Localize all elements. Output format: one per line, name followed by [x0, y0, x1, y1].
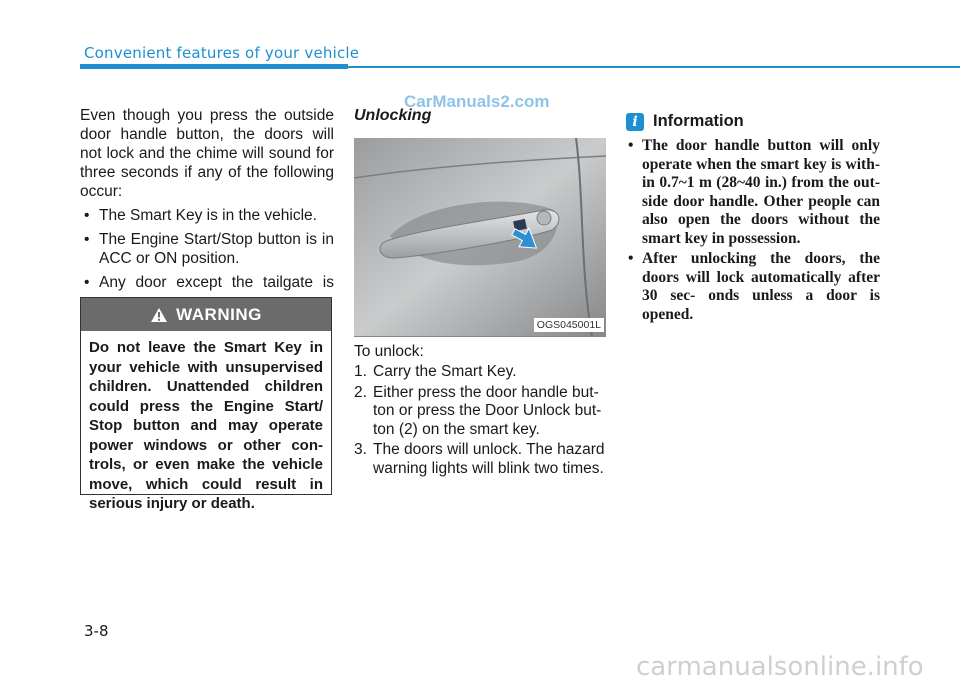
list-item: • After unlocking the doors, the doors will lock automatically after 30 sec- onds unless a door is opened.	[626, 250, 880, 324]
step-text: Carry the Smart Key.	[373, 363, 517, 380]
section-header-title: Convenient features of your vehicle	[84, 44, 360, 62]
list-item	[354, 384, 606, 440]
list-item: • The Engine Start/Stop button is in ACC or ON position.	[80, 230, 334, 268]
door-handle-illustration	[354, 138, 606, 336]
step-text: Either press the door handle but- ton or press the Door Unlock but- ton (2) on the smart key.	[373, 383, 602, 438]
unlock-lead: To unlock:	[354, 343, 424, 360]
page-number: 3-8	[84, 622, 109, 640]
unlocking-title: Unlocking	[354, 107, 432, 124]
unlock-instructions	[354, 342, 606, 478]
warning-label: WARNING	[176, 304, 262, 324]
unlock-steps	[354, 363, 606, 478]
intro-paragraph: Even though you press the outside door handle button, the doors will not lock and the chime will sound for three seconds if any of the following occur:	[80, 107, 334, 200]
information-header	[626, 112, 880, 131]
column-middle	[354, 106, 606, 126]
list-item: • The door handle button will only operate when the smart key is with- in 0.7~1 m (28~40 in.) from the out- side door handle. Other people can also open the doors without the smart key in possession.	[626, 137, 880, 248]
warning-text: Do not leave the Smart Key in your vehicle with unsupervised children. Unattended children could press the Engine Start/ Stop button and may operate power windows or other con- trols, or even make the vehicle move, which could result in serious injury or death.	[89, 339, 323, 512]
warning-triangle-icon	[150, 307, 168, 323]
column-left	[80, 106, 334, 311]
image-caption: OGS045001L	[534, 318, 604, 332]
list-item: • Any door except the tailgate is	[80, 273, 334, 311]
watermark-bottom: carmanualsonline.info	[636, 652, 924, 682]
warning-header	[81, 298, 331, 331]
column-right	[626, 106, 880, 324]
info-icon: i	[626, 113, 644, 131]
header-rule	[348, 66, 960, 68]
list-item: • The Smart Key is in the vehicle.	[80, 206, 334, 225]
step-text: The doors will unlock. The hazard warning lights will blink two times.	[373, 441, 605, 477]
information-title: Information	[653, 112, 744, 130]
door-handle-photo	[354, 138, 606, 337]
list-item	[354, 363, 606, 382]
warning-box	[80, 297, 332, 512]
step-number: 2.	[354, 383, 367, 401]
step-number: 1.	[354, 363, 367, 380]
information-list	[626, 137, 880, 324]
list-item	[354, 441, 606, 478]
watermark-top: CarManuals2.com	[404, 92, 550, 111]
lock-conditions-list	[80, 206, 334, 311]
step-number: 3.	[354, 441, 367, 458]
header-rule-accent	[80, 64, 348, 69]
